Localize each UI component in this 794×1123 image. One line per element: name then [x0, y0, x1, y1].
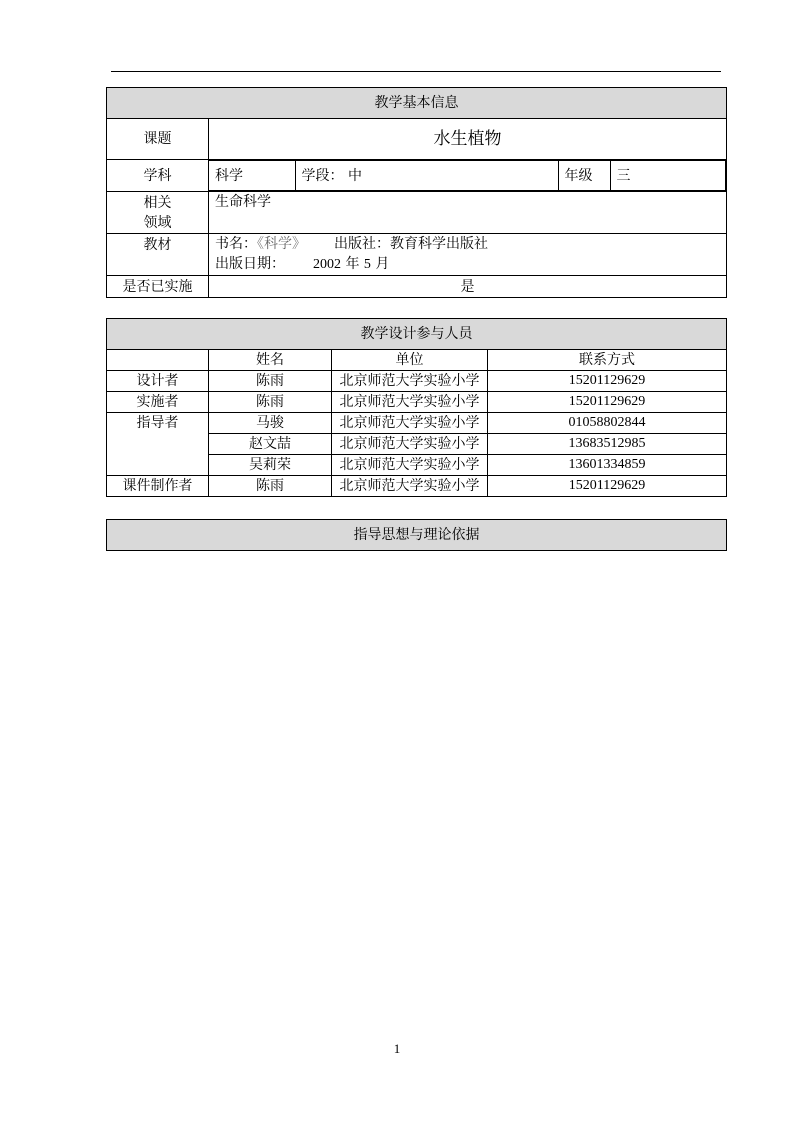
- table-row: [107, 371, 727, 392]
- month-unit: 月: [375, 256, 390, 272]
- subject-label: 学科: [107, 160, 209, 192]
- unit-cell: 北京师范大学实验小学: [332, 476, 488, 497]
- subject-value: 科学: [209, 161, 295, 191]
- field-value: 生命科学: [209, 192, 727, 234]
- stage-cell: [295, 161, 558, 191]
- book-name-value: 《科学》: [257, 236, 306, 252]
- contact-cell: 15201129629: [488, 392, 727, 413]
- pub-month: 5: [363, 257, 371, 272]
- guidance-table: [106, 519, 727, 551]
- name-cell: 陈雨: [209, 371, 332, 392]
- grade-value: 三: [610, 161, 726, 191]
- header-rule: [111, 71, 721, 72]
- contact-cell: 01058802844: [488, 413, 727, 434]
- name-cell: 马骏: [209, 413, 332, 434]
- guidance-header: 指导思想与理论依据: [107, 520, 727, 551]
- contact-cell: 15201129629: [488, 371, 727, 392]
- table-row: [107, 413, 727, 434]
- name-cell: 陈雨: [209, 476, 332, 497]
- role-cell: 指导者: [107, 413, 209, 476]
- pub-year: 2002: [313, 257, 341, 272]
- page-number: 1: [393, 1041, 401, 1056]
- unit-cell: 北京师范大学实验小学: [332, 434, 488, 455]
- textbook-info: [209, 234, 727, 276]
- grade-label: 年级: [558, 161, 610, 191]
- name-cell: 吴莉荣: [209, 455, 332, 476]
- topic-label: 课题: [107, 119, 209, 160]
- unit-cell: 北京师范大学实验小学: [332, 455, 488, 476]
- basic-info-table: [106, 87, 727, 298]
- participants-header: 教学设计参与人员: [107, 319, 727, 350]
- contact-cell: 13601334859: [488, 455, 727, 476]
- subject-row-cells: [209, 160, 727, 192]
- contact-cell: 13683512985: [488, 434, 727, 455]
- column-header-name: 姓名: [209, 350, 332, 371]
- stage-value: 中: [347, 167, 362, 184]
- field-label: 相关 领域: [107, 192, 209, 234]
- publisher-value: 教育科学出版社: [390, 236, 488, 252]
- name-cell: 陈雨: [209, 392, 332, 413]
- unit-cell: 北京师范大学实验小学: [332, 392, 488, 413]
- role-cell: 课件制作者: [107, 476, 209, 497]
- contact-cell: 15201129629: [488, 476, 727, 497]
- year-unit: 年: [345, 256, 360, 272]
- column-header-contact: 联系方式: [488, 350, 727, 371]
- textbook-label: 教材: [107, 234, 209, 276]
- table-row: [107, 476, 727, 497]
- unit-cell: 北京师范大学实验小学: [332, 413, 488, 434]
- column-header-unit: 单位: [332, 350, 488, 371]
- publisher-label: 出版社：: [334, 236, 390, 252]
- table-row: [107, 392, 727, 413]
- book-name-label: 书名：: [215, 236, 257, 252]
- implemented-value: 是: [209, 276, 727, 298]
- unit-cell: 北京师范大学实验小学: [332, 371, 488, 392]
- stage-label: 学段：: [301, 167, 344, 184]
- name-cell: 赵文喆: [209, 434, 332, 455]
- participants-table: [106, 318, 727, 497]
- topic-value: 水生植物: [209, 119, 727, 160]
- role-cell: 实施者: [107, 392, 209, 413]
- implemented-label: 是否已实施: [107, 276, 209, 298]
- role-cell: 设计者: [107, 371, 209, 392]
- basic-info-header: 教学基本信息: [107, 88, 727, 119]
- column-header-role: [107, 350, 209, 371]
- pub-date-label: 出版日期：: [215, 256, 285, 272]
